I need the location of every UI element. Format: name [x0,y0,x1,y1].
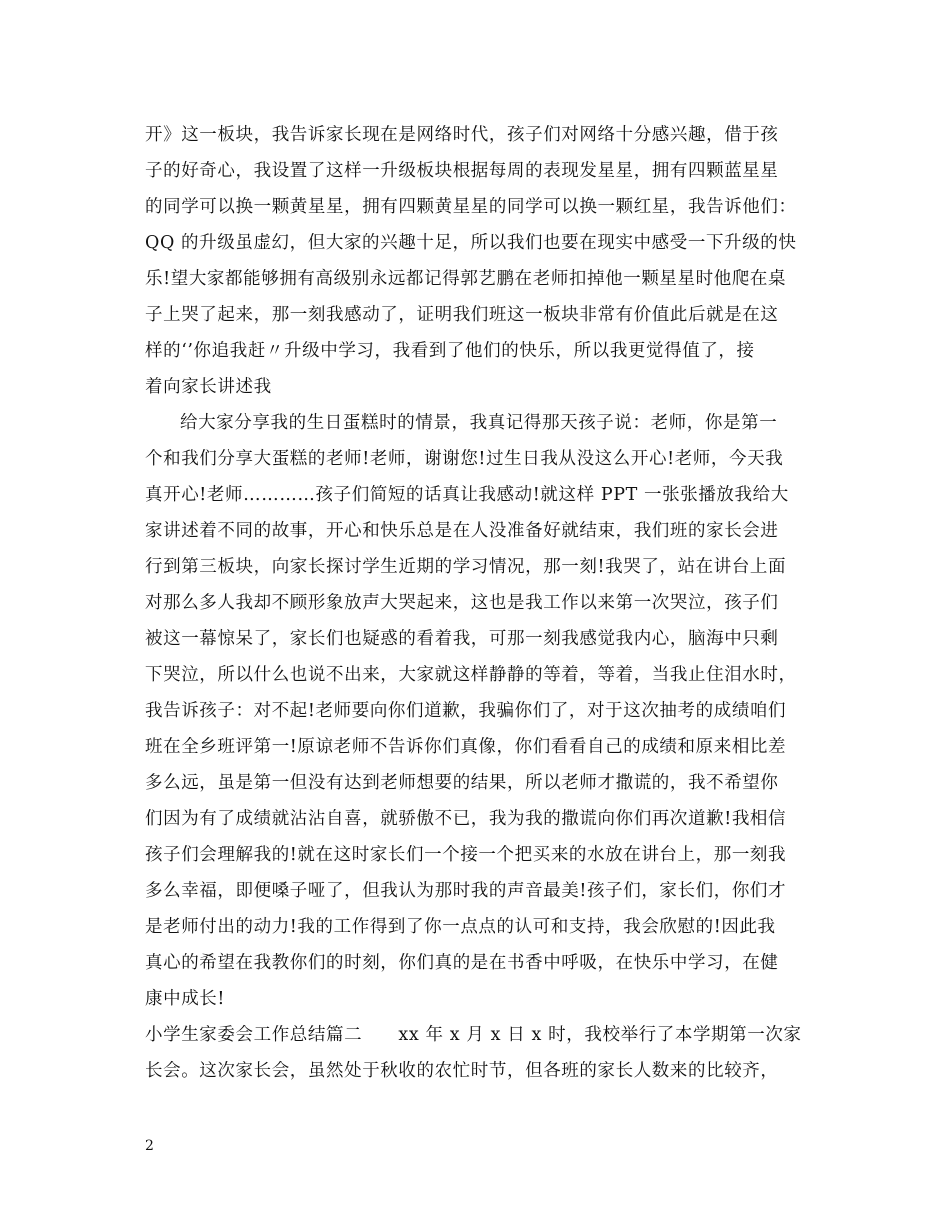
text-line: 下哭泣，所以什么也说不出来，大家就这样静静的等着，等着，当我止住泪水时， [145,665,797,685]
text-line: 子的好奇心，我设置了这样一升级板块根据每周的表现发星星，拥有四颗蓝星星 [145,161,779,181]
text-line: 个和我们分享大蛋糕的老师!老师，谢谢您!过生日我从没这么开心!老师，今天我 [145,449,784,469]
text-line: 多么幸福，即便嗓子哑了，但我认为那时我的声音最美!孩子们，家长们，你们才 [145,881,787,901]
text-line: 孩子们会理解我的!就在这时家长们一个接一个把买来的水放在讲台上，那一刻我 [145,845,787,865]
text-line: 真心的希望在我教你们的时刻，你们真的是在书香中呼吸，在快乐中学习，在健 [145,953,779,973]
text-line: 开》这一板块，我告诉家长现在是网络时代，孩子们对网络十分感兴趣，借于孩 [145,125,779,145]
text-line: 子上哭了起来，那一刻我感动了，证明我们班这一板块非常有价值此后就是在这 [145,305,779,325]
page-number: 2 [145,1138,154,1154]
text-line: 多么远，虽是第一但没有达到老师想要的结果，所以老师才撒谎的，我不希望你 [145,773,779,793]
text-line: 康中成长! [145,989,226,1009]
text-line: 着向家长讲述我 [145,377,272,397]
text-line: 班在全乡班评第一!原谅老师不告诉你们真像，你们看看自己的成绩和原来相比差 [145,737,787,757]
section-heading-line: 小学生家委会工作总结篇二 xx 年 x 月 x 日 x 时，我校举行了本学期第一次家 [145,1025,802,1045]
text-line: 们因为有了成绩就沾沾自喜，就骄傲不已，我为我的撒谎向你们再次道歉!我相信 [145,809,787,829]
text-line: 是老师付出的动力!我的工作得到了你一点点的认可和支持，我会欣慰的!因此我 [145,917,776,937]
text-line: 家讲述着不同的故事，开心和快乐总是在人没准备好就结束，我们班的家长会进 [145,521,779,541]
text-line: QQ 的升级虽虚幻，但大家的兴趣十足，所以我们也要在现实中感受一下升级的快 [145,233,797,253]
text-line: 给大家分享我的生日蛋糕时的情景，我真记得那天孩子说：老师，你是第一 [180,413,778,433]
text-line: 的同学可以换一颗黄星星，拥有四颗黄星星的同学可以换一颗红星，我告诉他们： [145,197,797,217]
text-line: 长会。这次家长会，虽然处于秋收的农忙时节，但各班的家长人数来的比较齐， [145,1061,779,1081]
text-line: 真开心!老师…………孩子们简短的话真让我感动!就这样 PPT 一张张播放我给大 [145,485,789,505]
text-line: 对那么多人我却不顾形象放声大哭起来，这也是我工作以来第一次哭泣，孩子们 [145,593,779,613]
text-line: 乐!望大家都能够拥有高级别永远都记得郭艺鹏在老师扣掉他一颗星星时他爬在桌 [145,269,787,289]
text-line: 行到第三板块，向家长探讨学生近期的学习情况，那一刻!我哭了，站在讲台上面 [145,557,787,577]
text-line: 被这一幕惊呆了，家长们也疑惑的看着我，可那一刻我感觉我内心，脑海中只剩 [145,629,779,649]
text-line: 我告诉孩子：对不起!老师要向你们道歉，我骗你们了，对于这次抽考的成绩咱们 [145,701,787,721]
text-line: 样的‘’你追我赶〃升级中学习，我看到了他们的快乐，所以我更觉得值了，接 [145,341,755,361]
